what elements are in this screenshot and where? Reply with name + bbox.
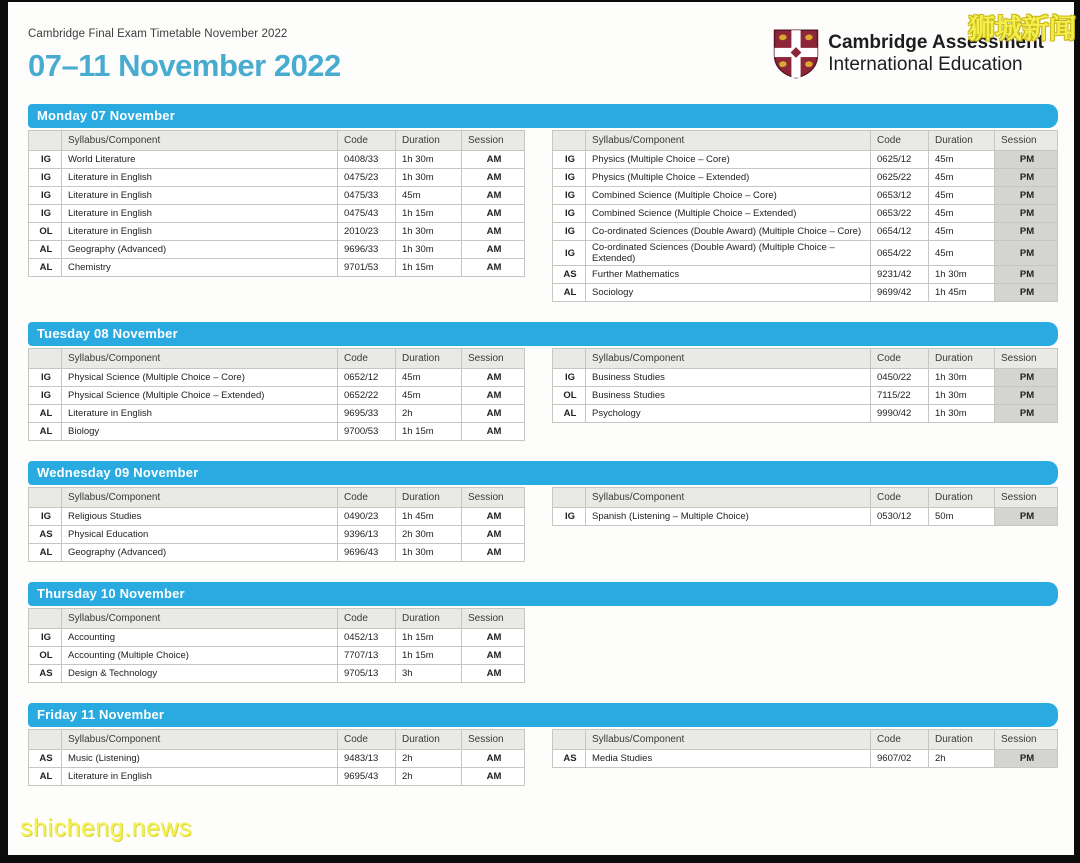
table-header-row [29, 349, 525, 369]
duration-cell: 2h [929, 750, 995, 768]
duration-cell: 1h 30m [929, 405, 995, 423]
duration-cell: 2h 30m [396, 526, 462, 544]
subject-cell: Physics (Multiple Choice – Core) [586, 151, 871, 169]
level-cell: IG [29, 151, 62, 169]
pm-column [552, 729, 1058, 768]
logo-line1: Cambridge Assessment [828, 32, 1044, 53]
code-cell: 0625/22 [871, 169, 929, 187]
exam-row [29, 169, 525, 187]
session-cell: AM [462, 768, 525, 786]
level-header [29, 609, 62, 629]
exam-row [29, 526, 525, 544]
code-cell: 9483/13 [338, 750, 396, 768]
duration-cell: 3h [396, 665, 462, 683]
session-cell: AM [462, 405, 525, 423]
exam-row [29, 508, 525, 526]
table-header-row [29, 131, 525, 151]
exam-row [29, 223, 525, 241]
duration-header: Duration [396, 609, 462, 629]
subject-cell: Physics (Multiple Choice – Extended) [586, 169, 871, 187]
code-cell: 0475/33 [338, 187, 396, 205]
exam-row [553, 151, 1058, 169]
exam-row [553, 750, 1058, 768]
level-cell: AS [29, 665, 62, 683]
exam-row [29, 241, 525, 259]
code-cell: 0654/22 [871, 241, 929, 266]
exam-row [29, 647, 525, 665]
table-header-row [553, 349, 1058, 369]
level-cell: IG [29, 187, 62, 205]
session-cell: PM [995, 284, 1058, 302]
duration-header: Duration [929, 131, 995, 151]
level-header [29, 488, 62, 508]
level-cell: AL [553, 284, 586, 302]
code-cell: 9695/43 [338, 768, 396, 786]
exam-row [29, 629, 525, 647]
subject-cell: Sociology [586, 284, 871, 302]
level-cell: IG [553, 508, 586, 526]
exam-row [29, 768, 525, 786]
pm-column [552, 348, 1058, 423]
duration-cell: 45m [396, 369, 462, 387]
duration-cell: 2h [396, 768, 462, 786]
exam-table-pm [552, 729, 1058, 768]
exam-row [553, 508, 1058, 526]
level-cell: IG [29, 508, 62, 526]
level-cell: IG [29, 205, 62, 223]
syllabus-header: Syllabus/Component [586, 730, 871, 750]
day-banner: Tuesday 08 November [28, 322, 1058, 346]
code-cell: 9700/53 [338, 423, 396, 441]
exam-row [29, 387, 525, 405]
session-cell: AM [462, 526, 525, 544]
session-header: Session [462, 730, 525, 750]
subject-cell: World Literature [62, 151, 338, 169]
session-cell: AM [462, 369, 525, 387]
level-cell: IG [553, 241, 586, 266]
duration-cell: 1h 45m [929, 284, 995, 302]
code-cell: 0653/12 [871, 187, 929, 205]
session-cell: AM [462, 169, 525, 187]
exam-row [553, 205, 1058, 223]
code-header: Code [871, 488, 929, 508]
syllabus-header: Syllabus/Component [62, 131, 338, 151]
code-cell: 9699/42 [871, 284, 929, 302]
subject-cell: Media Studies [586, 750, 871, 768]
day-section [28, 322, 1058, 441]
duration-cell: 1h 30m [929, 266, 995, 284]
level-header [29, 349, 62, 369]
duration-cell: 45m [929, 169, 995, 187]
level-header [29, 131, 62, 151]
am-column [28, 487, 525, 562]
session-cell: AM [462, 151, 525, 169]
subject-cell: Literature in English [62, 405, 338, 423]
code-cell: 9695/33 [338, 405, 396, 423]
level-cell: AS [29, 750, 62, 768]
subject-cell: Physical Science (Multiple Choice – Extended) [62, 387, 338, 405]
syllabus-header: Syllabus/Component [586, 131, 871, 151]
day-section [28, 703, 1058, 786]
code-cell: 0490/23 [338, 508, 396, 526]
session-cell: PM [995, 187, 1058, 205]
session-cell: AM [462, 544, 525, 562]
timetable-page [8, 2, 1074, 855]
session-cell: PM [995, 151, 1058, 169]
table-header-row [29, 488, 525, 508]
duration-cell: 45m [396, 187, 462, 205]
code-cell: 0408/33 [338, 151, 396, 169]
exam-table-am [28, 608, 525, 683]
code-cell: 0475/23 [338, 169, 396, 187]
exam-table-am [28, 487, 525, 562]
cambridge-shield-icon [773, 28, 819, 80]
exam-row [29, 665, 525, 683]
code-header: Code [871, 730, 929, 750]
duration-cell: 2h [396, 405, 462, 423]
session-cell: AM [462, 750, 525, 768]
session-cell: AM [462, 629, 525, 647]
level-cell: IG [29, 629, 62, 647]
level-cell: IG [553, 369, 586, 387]
code-cell: 9231/42 [871, 266, 929, 284]
session-cell: PM [995, 266, 1058, 284]
session-cell: PM [995, 205, 1058, 223]
am-column [28, 608, 525, 683]
table-header-row [553, 730, 1058, 750]
table-header-row [553, 131, 1058, 151]
code-cell: 0654/12 [871, 223, 929, 241]
duration-cell: 45m [929, 187, 995, 205]
subject-cell: Accounting (Multiple Choice) [62, 647, 338, 665]
level-header [553, 131, 586, 151]
subject-cell: Psychology [586, 405, 871, 423]
level-cell: AS [29, 526, 62, 544]
duration-cell: 45m [929, 223, 995, 241]
level-cell: OL [553, 387, 586, 405]
duration-header: Duration [929, 488, 995, 508]
level-cell: AL [29, 259, 62, 277]
session-cell: PM [995, 223, 1058, 241]
level-cell: AS [553, 750, 586, 768]
session-cell: AM [462, 665, 525, 683]
level-cell: IG [29, 387, 62, 405]
am-column [28, 348, 525, 441]
duration-cell: 45m [396, 387, 462, 405]
am-column [28, 729, 525, 786]
subject-cell: Literature in English [62, 768, 338, 786]
session-cell: PM [995, 169, 1058, 187]
level-cell: IG [29, 169, 62, 187]
code-cell: 7115/22 [871, 387, 929, 405]
session-cell: AM [462, 205, 525, 223]
day-section [28, 582, 1058, 683]
duration-cell: 2h [396, 750, 462, 768]
level-header [553, 488, 586, 508]
code-header: Code [871, 349, 929, 369]
level-cell: IG [29, 369, 62, 387]
subject-cell: Business Studies [586, 387, 871, 405]
day-columns [28, 608, 1058, 683]
day-section [28, 461, 1058, 562]
exam-row [29, 423, 525, 441]
session-header: Session [462, 349, 525, 369]
code-cell: 2010/23 [338, 223, 396, 241]
duration-header: Duration [396, 488, 462, 508]
level-cell: AL [29, 423, 62, 441]
code-header: Code [338, 488, 396, 508]
exam-row [553, 223, 1058, 241]
day-columns [28, 729, 1058, 786]
document-subtitle: Cambridge Final Exam Timetable November 2022 [28, 28, 288, 40]
exam-table-am [28, 729, 525, 786]
day-columns [28, 130, 1058, 302]
day-banner: Monday 07 November [28, 104, 1058, 128]
duration-cell: 1h 15m [396, 423, 462, 441]
pm-column [552, 487, 1058, 526]
exam-row [29, 369, 525, 387]
table-header-row [29, 730, 525, 750]
syllabus-header: Syllabus/Component [586, 349, 871, 369]
exam-row [553, 369, 1058, 387]
pm-column [552, 130, 1058, 302]
session-cell: AM [462, 187, 525, 205]
duration-cell: 1h 30m [929, 369, 995, 387]
session-cell: PM [995, 387, 1058, 405]
subject-cell: Music (Listening) [62, 750, 338, 768]
code-cell: 0452/13 [338, 629, 396, 647]
exam-row [29, 205, 525, 223]
session-cell: AM [462, 259, 525, 277]
duration-cell: 1h 15m [396, 259, 462, 277]
exam-row [553, 387, 1058, 405]
exam-row [553, 241, 1058, 266]
subject-cell: Physical Education [62, 526, 338, 544]
session-cell: AM [462, 647, 525, 665]
day-banner: Thursday 10 November [28, 582, 1058, 606]
subject-cell: Accounting [62, 629, 338, 647]
code-header: Code [338, 131, 396, 151]
duration-cell: 1h 30m [396, 544, 462, 562]
level-cell: AL [553, 405, 586, 423]
duration-header: Duration [929, 349, 995, 369]
code-header: Code [338, 349, 396, 369]
code-cell: 0450/22 [871, 369, 929, 387]
session-cell: AM [462, 223, 525, 241]
logo-line2: International Education [828, 54, 1023, 75]
duration-header: Duration [396, 131, 462, 151]
level-cell: IG [553, 169, 586, 187]
level-cell: IG [553, 205, 586, 223]
exam-row [553, 187, 1058, 205]
page-title: 07–11 November 2022 [28, 48, 341, 83]
session-cell: AM [462, 423, 525, 441]
duration-cell: 1h 30m [396, 241, 462, 259]
subject-cell: Literature in English [62, 205, 338, 223]
syllabus-header: Syllabus/Component [62, 349, 338, 369]
level-header [29, 730, 62, 750]
duration-cell: 1h 30m [396, 223, 462, 241]
subject-cell: Co-ordinated Sciences (Double Award) (Multiple Choice – Core) [586, 223, 871, 241]
duration-cell: 45m [929, 241, 995, 266]
subject-cell: Design & Technology [62, 665, 338, 683]
level-header [553, 349, 586, 369]
session-cell: PM [995, 508, 1058, 526]
code-cell: 7707/13 [338, 647, 396, 665]
level-cell: IG [553, 223, 586, 241]
syllabus-header: Syllabus/Component [62, 488, 338, 508]
level-cell: AL [29, 544, 62, 562]
duration-cell: 1h 15m [396, 647, 462, 665]
exam-row [29, 151, 525, 169]
session-header: Session [995, 730, 1058, 750]
timetable-days [28, 104, 1066, 786]
watermark-top-right: 狮城新闻 [968, 14, 1076, 44]
level-cell: OL [29, 647, 62, 665]
exam-row [553, 405, 1058, 423]
session-cell: PM [995, 369, 1058, 387]
code-cell: 0652/12 [338, 369, 396, 387]
day-banner: Friday 11 November [28, 703, 1058, 727]
session-cell: AM [462, 508, 525, 526]
session-cell: AM [462, 387, 525, 405]
code-cell: 9696/43 [338, 544, 396, 562]
duration-cell: 1h 30m [396, 169, 462, 187]
session-header: Session [995, 349, 1058, 369]
subject-cell: Literature in English [62, 223, 338, 241]
duration-cell: 1h 15m [396, 629, 462, 647]
session-header: Session [462, 131, 525, 151]
subject-cell: Chemistry [62, 259, 338, 277]
subject-cell: Literature in English [62, 169, 338, 187]
table-header-row [553, 488, 1058, 508]
exam-row [29, 259, 525, 277]
level-cell: IG [553, 187, 586, 205]
level-cell: AS [553, 266, 586, 284]
code-cell: 0652/22 [338, 387, 396, 405]
code-cell: 9396/13 [338, 526, 396, 544]
exam-row [29, 544, 525, 562]
session-cell: PM [995, 750, 1058, 768]
session-cell: PM [995, 405, 1058, 423]
subject-cell: Biology [62, 423, 338, 441]
exam-row [29, 750, 525, 768]
table-header-row [29, 609, 525, 629]
session-header: Session [462, 609, 525, 629]
level-header [553, 730, 586, 750]
session-header: Session [995, 488, 1058, 508]
duration-header: Duration [929, 730, 995, 750]
syllabus-header: Syllabus/Component [62, 609, 338, 629]
duration-cell: 45m [929, 151, 995, 169]
session-header: Session [462, 488, 525, 508]
session-cell: AM [462, 241, 525, 259]
syllabus-header: Syllabus/Component [586, 488, 871, 508]
subject-cell: Religious Studies [62, 508, 338, 526]
code-cell: 0530/12 [871, 508, 929, 526]
level-cell: OL [29, 223, 62, 241]
code-header: Code [338, 730, 396, 750]
exam-row [29, 405, 525, 423]
subject-cell: Physical Science (Multiple Choice – Core) [62, 369, 338, 387]
code-cell: 9701/53 [338, 259, 396, 277]
day-columns [28, 348, 1058, 441]
subject-cell: Combined Science (Multiple Choice – Extended) [586, 205, 871, 223]
syllabus-header: Syllabus/Component [62, 730, 338, 750]
code-cell: 0653/22 [871, 205, 929, 223]
exam-table-pm [552, 487, 1058, 526]
exam-table-am [28, 130, 525, 277]
subject-cell: Further Mathematics [586, 266, 871, 284]
exam-row [553, 284, 1058, 302]
duration-cell: 1h 30m [396, 151, 462, 169]
level-cell: AL [29, 768, 62, 786]
code-cell: 9990/42 [871, 405, 929, 423]
code-header: Code [871, 131, 929, 151]
code-cell: 9607/02 [871, 750, 929, 768]
exam-table-pm [552, 130, 1058, 302]
watermark-bottom-left: shicheng.news [20, 814, 192, 842]
duration-cell: 45m [929, 205, 995, 223]
exam-row [553, 266, 1058, 284]
duration-cell: 1h 15m [396, 205, 462, 223]
exam-table-pm [552, 348, 1058, 423]
exam-row [553, 169, 1058, 187]
exam-row [29, 187, 525, 205]
subject-cell: Combined Science (Multiple Choice – Core) [586, 187, 871, 205]
duration-header: Duration [396, 349, 462, 369]
level-cell: AL [29, 405, 62, 423]
exam-table-am [28, 348, 525, 441]
code-cell: 0625/12 [871, 151, 929, 169]
duration-cell: 1h 45m [396, 508, 462, 526]
code-cell: 9696/33 [338, 241, 396, 259]
am-column [28, 130, 525, 277]
subject-cell: Business Studies [586, 369, 871, 387]
code-header: Code [338, 609, 396, 629]
level-cell: IG [553, 151, 586, 169]
level-cell: AL [29, 241, 62, 259]
day-banner: Wednesday 09 November [28, 461, 1058, 485]
subject-cell: Geography (Advanced) [62, 241, 338, 259]
duration-cell: 1h 30m [929, 387, 995, 405]
session-header: Session [995, 131, 1058, 151]
subject-cell: Co-ordinated Sciences (Double Award) (Multiple Choice – Extended) [586, 241, 871, 266]
day-section [28, 104, 1058, 302]
code-cell: 0475/43 [338, 205, 396, 223]
subject-cell: Literature in English [62, 187, 338, 205]
duration-cell: 50m [929, 508, 995, 526]
duration-header: Duration [396, 730, 462, 750]
day-columns [28, 487, 1058, 562]
code-cell: 9705/13 [338, 665, 396, 683]
subject-cell: Geography (Advanced) [62, 544, 338, 562]
subject-cell: Spanish (Listening – Multiple Choice) [586, 508, 871, 526]
session-cell: PM [995, 241, 1058, 266]
